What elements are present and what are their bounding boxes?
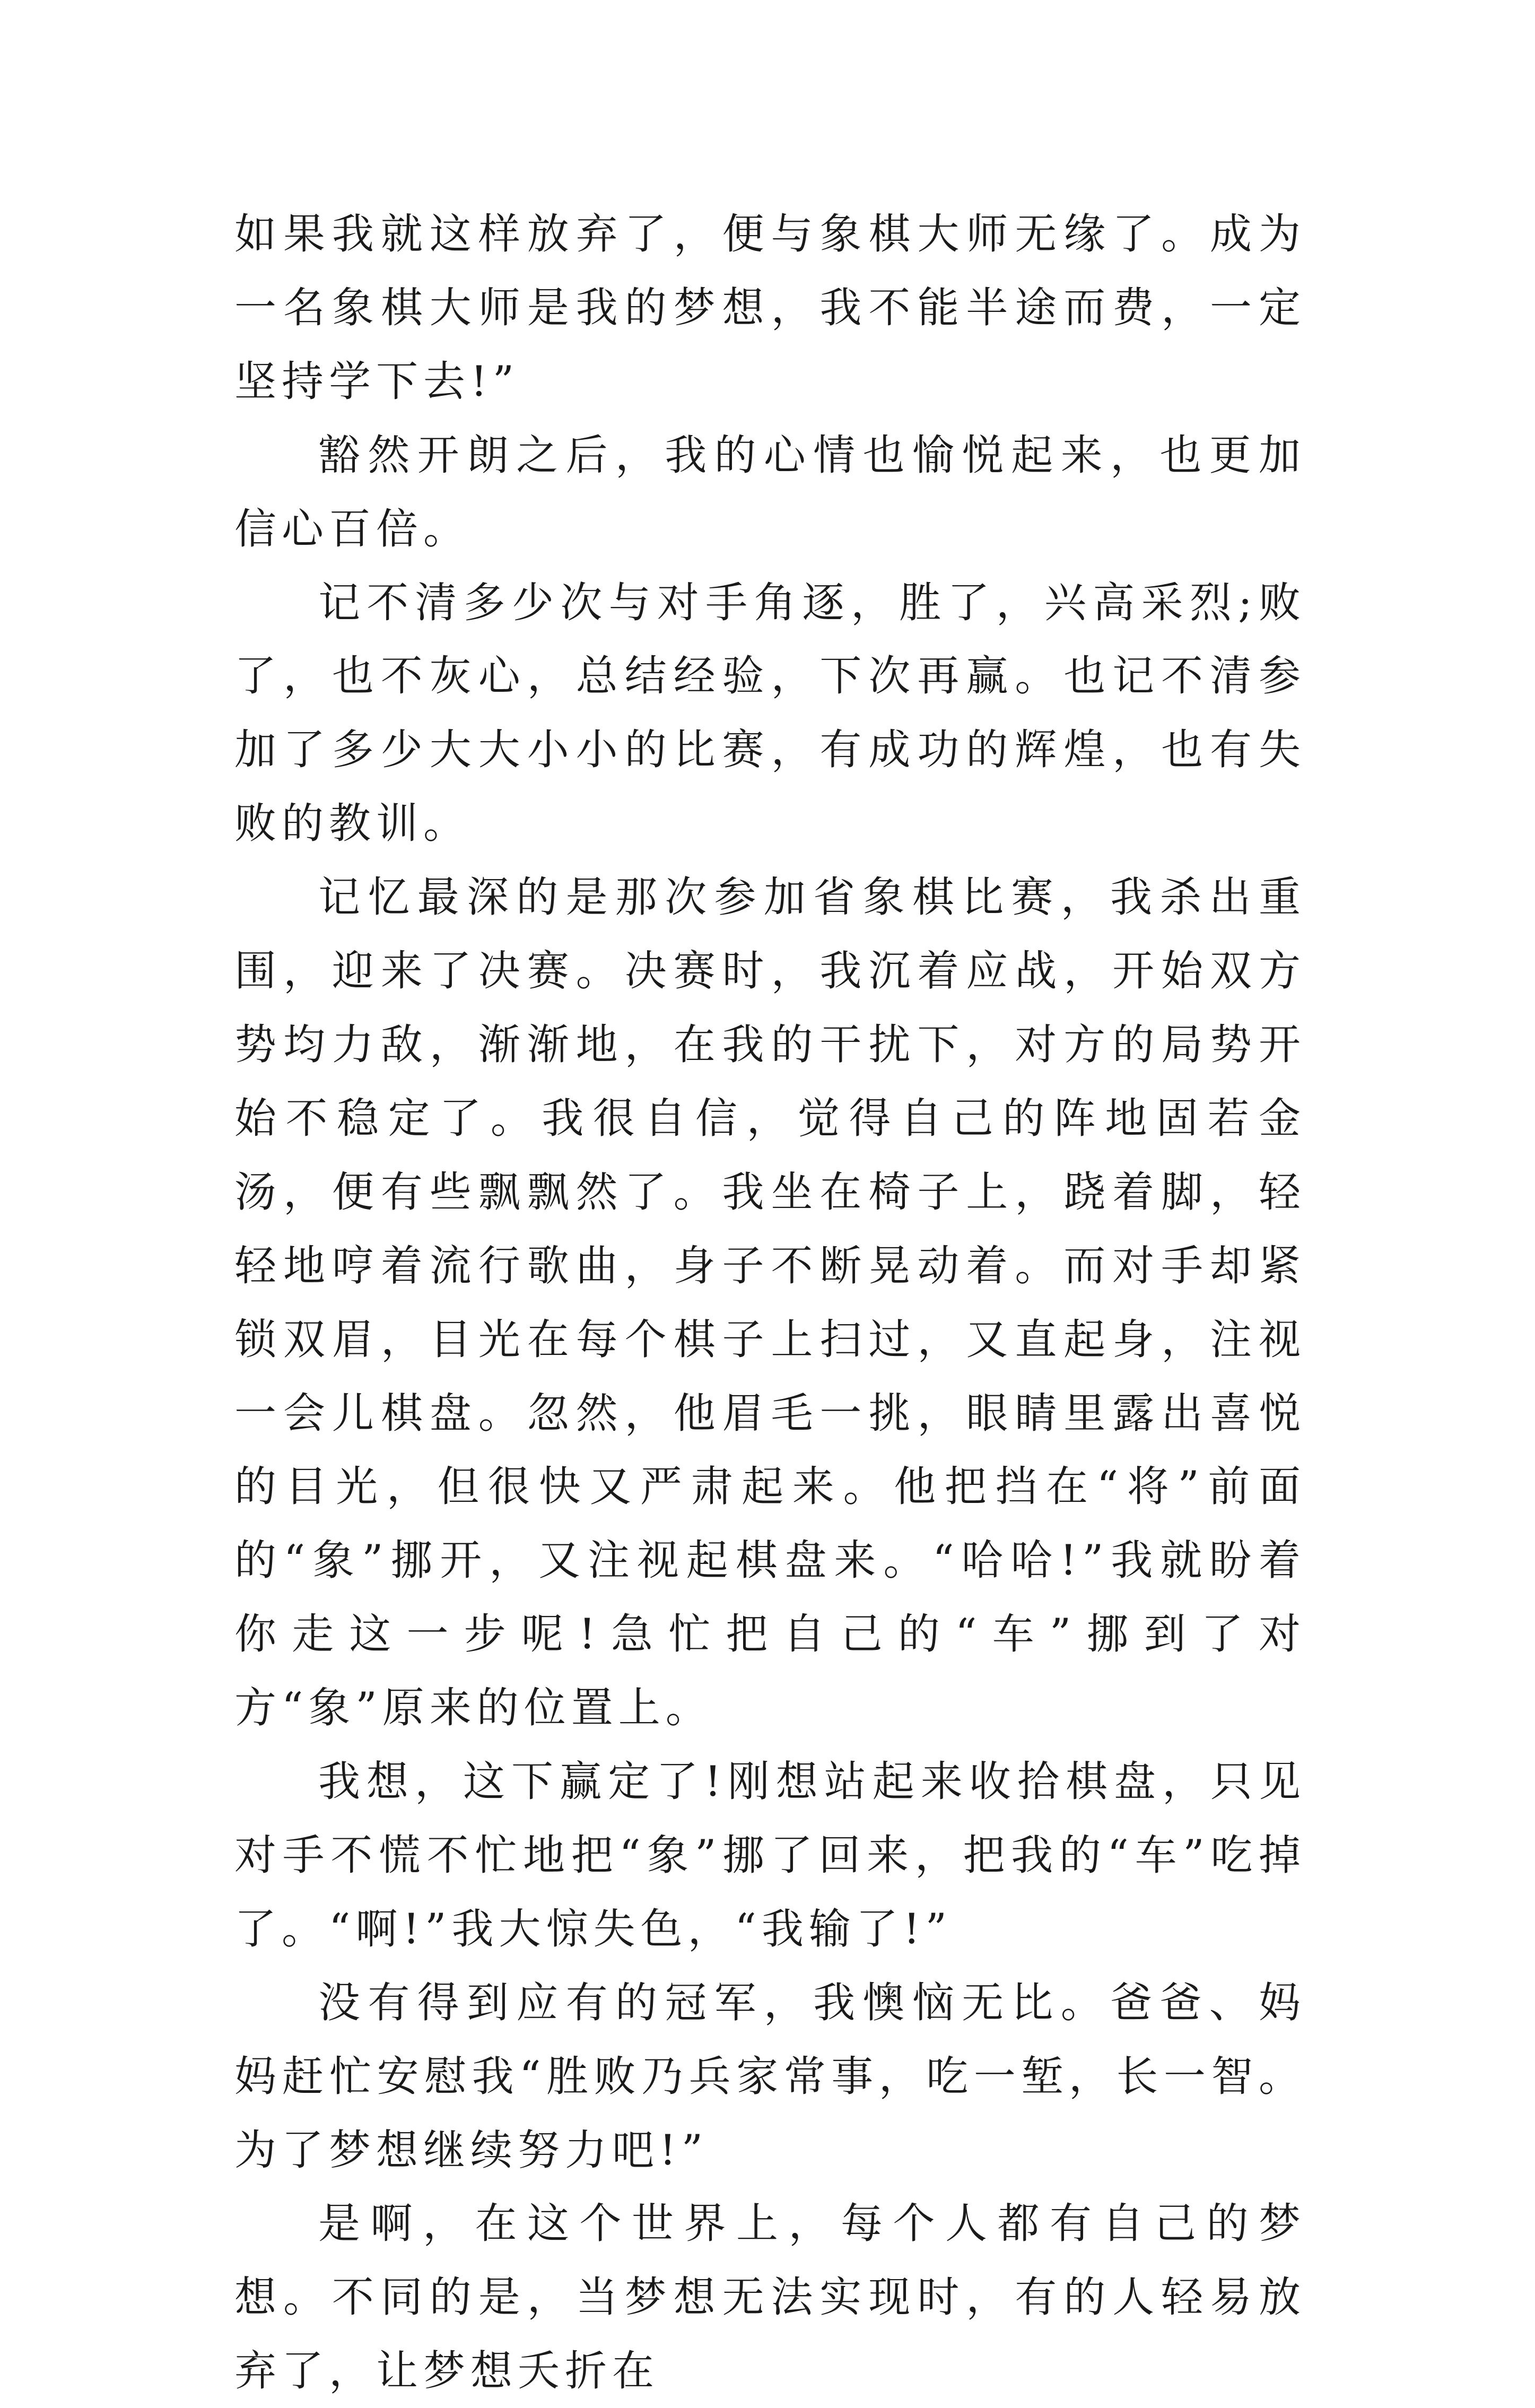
paragraph-6: 没有得到应有的冠军，我懊恼无比。爸爸、妈妈赶忙安慰我“胜败乃兵家常事，吃一堑，长一智。为了梦想继续努力吧!”	[234, 1978, 1306, 2175]
paragraph-3: 记不清多少次与对手角逐，胜了，兴高采烈;败了，也不灰心，总结经验，下次再赢。也记不清参加了多少大大小小的比赛，有成功的辉煌，也有失败的教训。	[234, 578, 1306, 848]
paragraph-1: 如果我就这样放弃了，便与象棋大师无缘了。成为一名象棋大师是我的梦想，我不能半途而费，一定坚持学下去!”	[234, 210, 1306, 406]
paragraph-5: 我想，这下赢定了!刚想站起来收拾棋盘，只见对手不慌不忙地把“象”挪了回来，把我的“车”吃掉了。“啊!”我大惊失色，“我输了!”	[234, 1757, 1306, 1953]
paragraph-2: 豁然开朗之后，我的心情也愉悦起来，也更加信心百倍。	[234, 430, 1306, 553]
body-text	[234, 197, 1306, 2408]
paragraph-4: 记忆最深的是那次参加省象棋比赛，我杀出重围，迎来了决赛。决赛时，我沉着应战，开始双方势均力敌，渐渐地，在我的干扰下，对方的局势开始不稳定了。我很自信，觉得自己的阵地固若金汤，便有些飘飘然了。我坐在椅子上，跷着脚，轻轻地哼着流行歌曲，身子不断晃动着。而对手却紧锁双眉，目光在每个棋子上扫过，又直起身，注视一会儿棋盘。忽然，他眉毛一挑，眼睛里露出喜悦的目光，但很快又严肃起来。他把挡在“将”前面的“象”挪开，又注视起棋盘来。“哈哈!”我就盼着你走这一步呢!急忙把自己的“车”挪到了对方“象”原来的位置上。	[234, 873, 1306, 1733]
paragraph-7: 是啊，在这个世界上，每个人都有自己的梦想。不同的是，当梦想无法实现时，有的人轻易放弃了，让梦想夭折在	[234, 2199, 1306, 2396]
